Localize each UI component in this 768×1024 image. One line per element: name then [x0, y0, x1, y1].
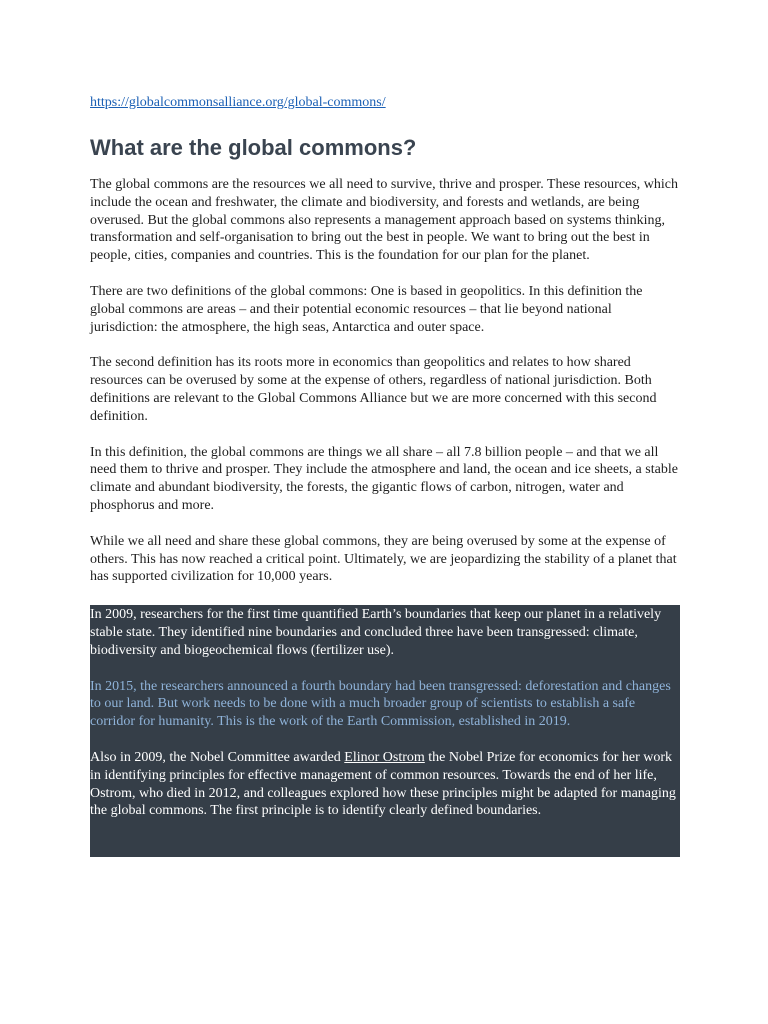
paragraph-economics-definition: The second definition has its roots more in economics than geopolitics and relates to how shared resources can be overused by some at the expense of others, regardless of national jurisdiction. Both definitions are relevant to the Global Commons Alliance but we are more concerned with this second definition. [90, 355, 657, 424]
paragraph-overuse: While we all need and share these global commons, they are being overused by some at the expense of others. This has now reached a critical point. Ultimately, we are jeopardizing the stability of a planet that has supported civilization for 10,000 years. [90, 533, 677, 585]
paragraph-shared-things: In this definition, the global commons are things we all share – all 7.8 billion people – and that we all need them to thrive and prosper. They include the atmosphere and land, the ocean and ice sheets, a stable climate and abundant biodiversity, the forests, the gigantic flows of carbon, nitrogen, water and phosphorus and more. [90, 444, 678, 513]
box-paragraph-2015-boundary: In 2015, the researchers announced a fourth boundary had been transgressed: deforestation and changes to our land. But work needs to be done with a much broader group of scientists to establish a safe corridor for humanity. This is the work of the Earth Commission, established in 2019. [90, 678, 671, 730]
box-paragraph-ostrom [90, 749, 680, 820]
highlight-box [90, 605, 680, 857]
ostrom-text-before: Also in 2009, the Nobel Committee awarded [90, 749, 345, 765]
paragraph-intro: The global commons are the resources we all need to survive, thrive and prosper. These resources, which include the ocean and freshwater, the climate and biodiversity, and forests and wetlands, are being overused. But the global commons also represents a management approach based on systems thinking, transformation and self-organisation to bring out the best in people. We want to bring out the best in people, cities, companies and countries. This is the foundation for our plan for the planet. [90, 177, 678, 264]
document-page [90, 94, 680, 857]
elinor-ostrom-link[interactable]: Elinor Ostrom [344, 749, 425, 765]
ostrom-text-after: the Nobel Prize for economics for her work in identifying principles for effective management of common resources. Towards the end of her life, Ostrom, who died in 2012, and colleagues explored how these principles might be adapted for managing the global commons. The first principle is to identify clearly defined boundaries. [90, 749, 676, 819]
page-title: What are the global commons? [90, 135, 417, 160]
box-paragraph-2009-boundaries: In 2009, researchers for the first time quantified Earth’s boundaries that keep our planet in a relatively stable state. They identified nine boundaries and concluded three have been transgressed: climate, biodiversity and biogeochemical flows (fertilizer use). [90, 607, 662, 658]
article-body [90, 176, 680, 586]
source-url-link[interactable]: https://globalcommonsalliance.org/global-commons/ [90, 95, 386, 110]
paragraph-geopolitics-definition: There are two definitions of the global commons: One is based in geopolitics. In this definition the global commons are areas – and their potential economic resources – that lie beyond national jurisdiction: the atmosphere, the high seas, Antarctica and outer space. [90, 283, 643, 335]
